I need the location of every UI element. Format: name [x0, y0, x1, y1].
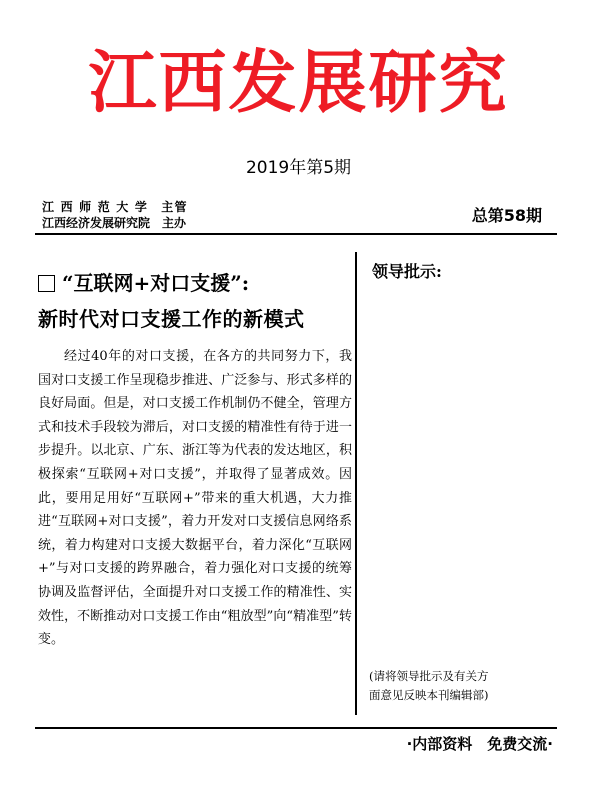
supervisor-line: 江 西 师 范 大 学 主管 — [42, 200, 188, 214]
total-issue-number: 总第58期 — [471, 206, 542, 225]
masthead-title: 江西发展研究 — [88, 44, 509, 123]
footer-distribution-note: ·内部资料 免费交流· — [406, 735, 553, 753]
sponsor-line: 江西经济发展研究院 主办 — [42, 216, 187, 230]
leader-comments-heading: 领导批示: — [372, 262, 442, 281]
column-divider — [355, 252, 357, 715]
article-abstract: 经过40年的对口支援，在各方的共同努力下，我国对口支援工作呈现稳步推进、广泛参与、形式多样的良好局面。但是，对口支援工作机制仍不健全，管理方式和技术手段较为滞后，对口支援的精准性有待于进一步提升。以北京、广东、浙江等为代表的发达地区，积极探索“互联网+对口支援”，并取得了显著成效。因此，要用足用好“互联网+”带来的重大机遇，大力推进“互联网+对口支援”，着力开发对口支援信息网络系统，着力构建对口支援大数据平台，着力深化“互联网+”与对口支援的跨界融合，着力强化对口支援的统筹协调及监督评估，全面提升对口支援工作的精准性、实效性，不断推动对口支援工作由“粗放型”向“精准型”转变。 — [38, 349, 352, 648]
article-title-text: “互联网+对口支援”: — [62, 271, 250, 295]
editorial-note-line1: (请将领导批示及有关方 — [369, 669, 489, 683]
issue-number: 2019年第5期 — [245, 158, 352, 178]
article-title-line2: 新时代对口支援工作的新模式 — [38, 307, 305, 331]
article-title-line1 — [38, 270, 249, 296]
bottom-rule — [35, 727, 557, 729]
top-rule — [35, 233, 557, 235]
editorial-note-line2: 面意见反映本刊编辑部) — [369, 688, 489, 702]
checkbox-icon — [38, 275, 55, 292]
editorial-note — [369, 667, 554, 705]
